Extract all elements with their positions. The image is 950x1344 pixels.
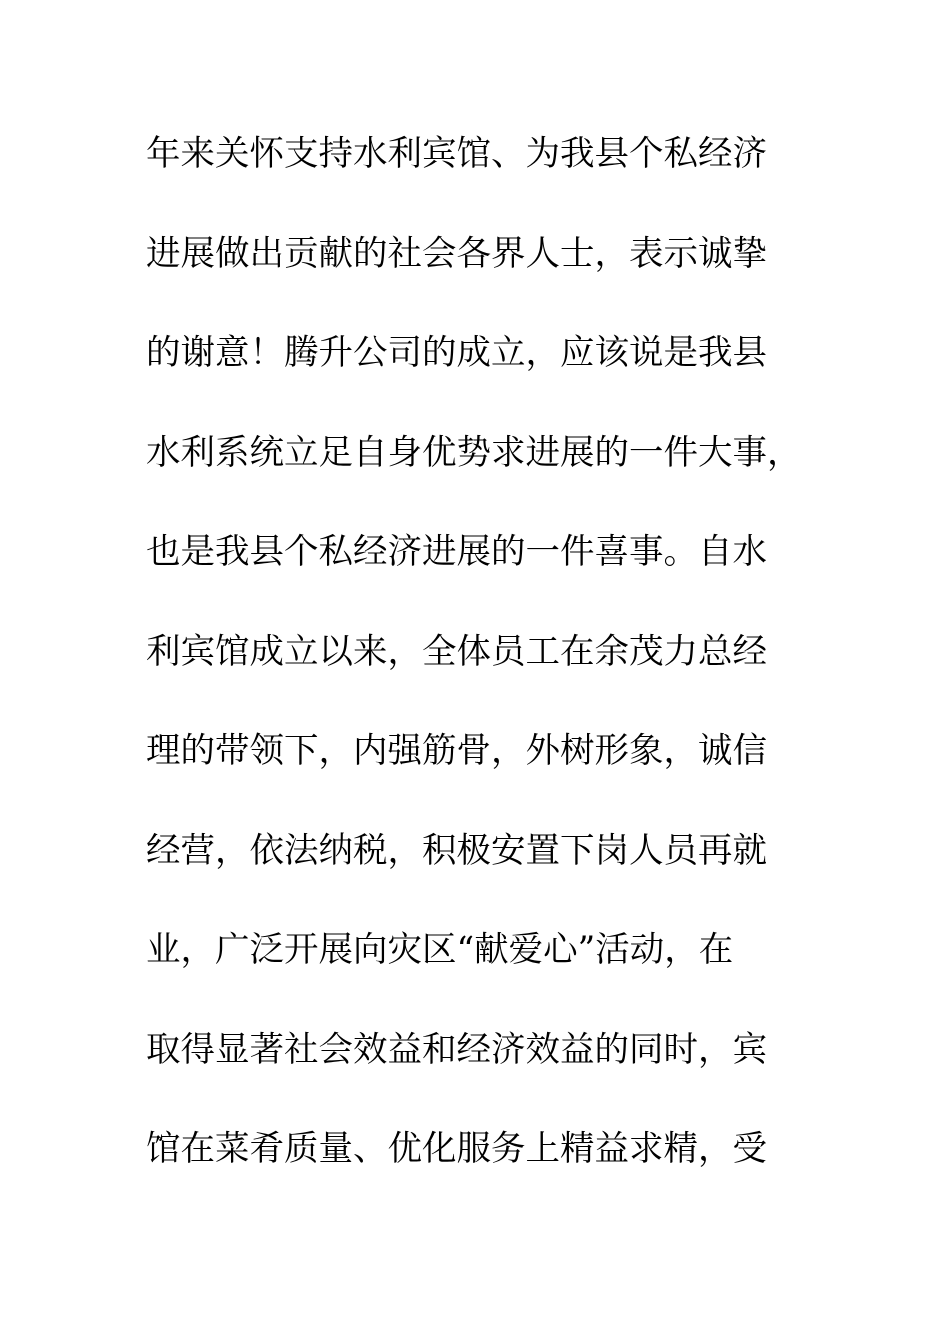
text-line: 馆在菜肴质量、优化服务上精益求精，受 xyxy=(146,1129,767,1169)
text-line: 的谢意！腾升公司的成立，应该说是我县 xyxy=(146,333,767,373)
text-line: 年来关怀支持水利宾馆、为我县个私经济 xyxy=(146,134,767,174)
text-line: 水利系统立足自身优势求进展的一件大事， xyxy=(146,432,802,473)
text-line: 利宾馆成立以来，全体员工在余茂力总经 xyxy=(146,631,767,672)
body-text xyxy=(146,128,806,1223)
text-line: 理的带领下，内强筋骨，外树形象，诚信 xyxy=(146,731,767,771)
text-line: 也是我县个私经济进展的一件喜事。自水 xyxy=(146,532,767,572)
text-line: 经营，依法纳税，积极安置下岗人员再就 xyxy=(146,830,767,871)
text-line: 取得显著社会效益和经济效益的同时，宾 xyxy=(146,1029,767,1070)
text-line: 业，广泛开展向灾区“献爱心”活动，在 xyxy=(146,930,734,970)
text-line: 进展做出贡献的社会各界人士，表示诚挚 xyxy=(146,233,767,274)
